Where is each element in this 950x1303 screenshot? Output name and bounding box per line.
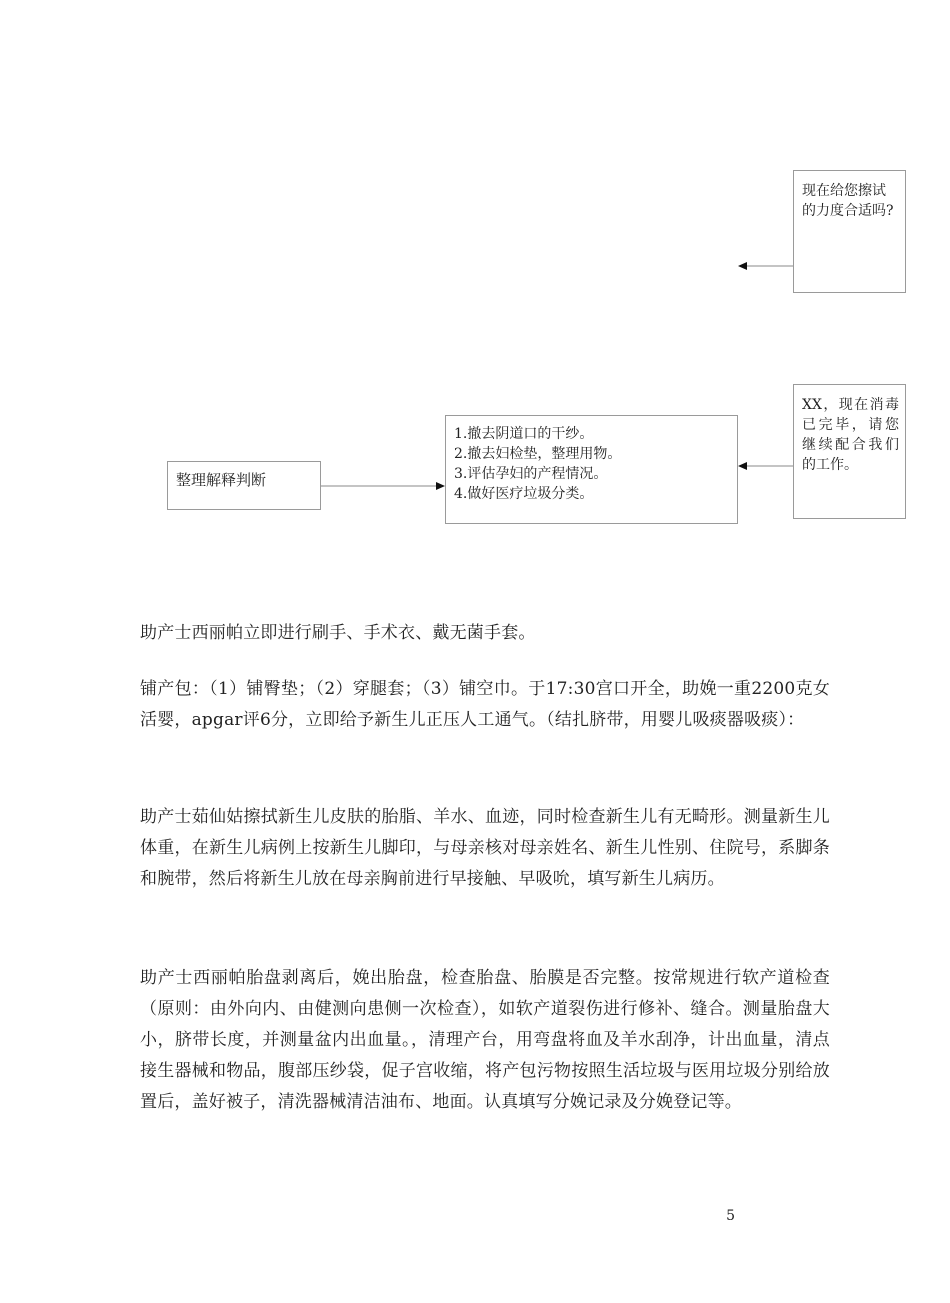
- page-number: 5: [726, 1208, 735, 1224]
- paragraph-delivery-pack: 铺产包：（1）铺臀垫；（2）穿腿套；（3）铺空巾。于17:30宫口开全，助娩一重2200克女活婴，apgar评6分，立即给予新生儿正压人工通气。（结扎脐带，用婴儿吸痰器吸痰）：: [140, 679, 830, 730]
- flowchart-step: 1.撤去阴道口的干纱。: [454, 426, 594, 442]
- flowchart-box-summary-text: 整理解释判断: [176, 471, 267, 489]
- flowchart-step: 3.评估孕妇的产程情况。: [454, 466, 608, 482]
- arrowhead-left-icon: [738, 462, 747, 470]
- flowchart-arrows: [0, 0, 950, 560]
- flowchart-box-question-text: 现在给您擦试的力度合适吗?: [802, 183, 894, 219]
- flowchart-step: 2.撤去妇检垫，整理用物。: [454, 446, 622, 462]
- flowchart-box-notice-text: XX，现在消毒已完毕，请您继续配合我们的工作。: [802, 397, 899, 473]
- arrowhead-right-icon: [436, 482, 445, 490]
- paragraph-scrub: 助产士西丽帕立即进行刷手、手术衣、戴无菌手套。: [140, 623, 536, 643]
- arrowhead-left-icon: [738, 262, 747, 270]
- paragraph-newborn-care: 助产士茹仙姑擦拭新生儿皮肤的胎脂、羊水、血迹，同时检查新生儿有无畸形。测量新生儿体重，在新生儿病例上按新生儿脚印，与母亲核对母亲姓名、新生儿性别、住院号，系脚条和腕带，然后将新生儿放在母亲胸前进行早接触、早吸吮，填写新生儿病历。: [140, 807, 830, 889]
- flowchart-step: 4.做好医疗垃圾分类。: [454, 486, 594, 502]
- paragraph-placenta: 助产士西丽帕胎盘剥离后，娩出胎盘，检查胎盘、胎膜是否完整。按常规进行软产道检查（原则：由外向内、由健测向患侧一次检查），如软产道裂伤进行修补、缝合。测量胎盘大小，脐带长度，并测量盆内出血量。，清理产台，用弯盘将血及羊水刮净，计出血量，清点接生器械和物品，腹部压纱袋，促子宫收缩，将产包污物按照生活垃圾与医用垃圾分别给放置后，盖好被子，清洗器械清洁油布、地面。认真填写分娩记录及分娩登记等。: [140, 968, 830, 1112]
